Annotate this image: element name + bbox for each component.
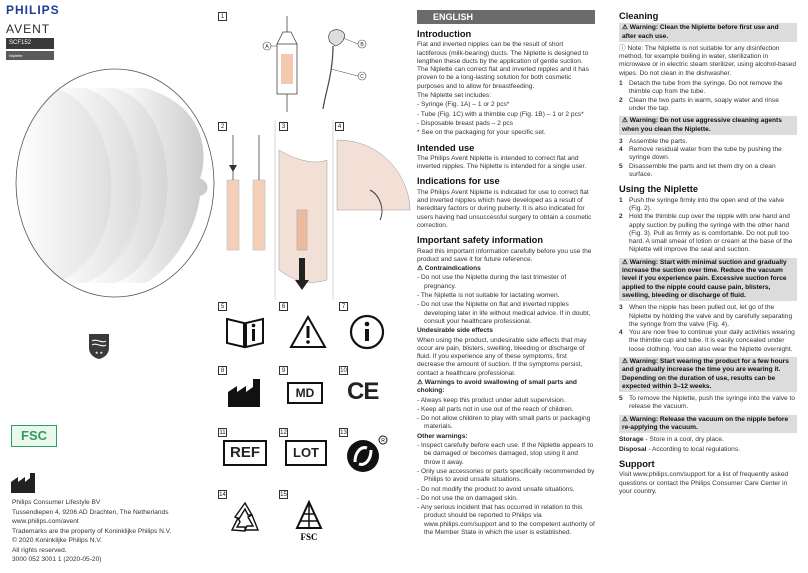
safety-heading: Important safety information (417, 235, 544, 246)
other-warning-item: - Only use accessories or parts specifically recommended by Philips to avoid unsafe situations. (417, 467, 595, 484)
warning-icon: ⚠ (417, 378, 425, 386)
introduction-text: Flat and inverted nipples can be the result of short lactiferous (milk-bearing) ducts. The Niplette is designed to lengthen these ducts by the application of gentle suction. The Niplette can correct flat and inverted nipples and it has proven to be a long-lasting solution for both cosmetic purposes and to allow for breastfeeding. (417, 41, 589, 90)
address-line: Philips Consumer Lifestyle BV (12, 499, 101, 506)
figure-number: 6 (279, 302, 288, 311)
step-text: You are now free to continue your daily activities wearing the thimble cup and tube. It is easily concealed under loose clothing. You can also wear the Niplette overnight. (629, 329, 795, 353)
warning-box (619, 23, 797, 42)
intended-use-heading: Intended use (417, 142, 475, 153)
warning-icon: ⚠ (622, 357, 630, 365)
english-column-1 (417, 10, 595, 538)
fsc-tree-label: FSC (300, 532, 318, 542)
address-line: www.philips.com/avent (12, 518, 79, 525)
warning-icon: ⚠ (622, 415, 630, 423)
address-line: Trademarks are the property of Koninklijke Philips N.V. (12, 527, 172, 535)
support-heading: Support (619, 458, 655, 469)
manufacturer-icon (10, 472, 38, 494)
warning-box (619, 415, 797, 434)
callout-b: B (360, 42, 364, 48)
disposal-text: - According to local regulations. (646, 445, 740, 453)
step-number: 3 (619, 137, 623, 145)
swallowing-item: - Keep all parts not in use out of the reach of children. (417, 405, 574, 413)
usage-step (619, 395, 797, 412)
figure-number: 11 (219, 430, 226, 436)
warning-icon: ⚠ (622, 117, 630, 125)
indications-heading: Indications for use (417, 176, 500, 187)
cleaning-step (619, 97, 797, 114)
warning-text: Warning: Start wearing the product for a few hours and gradually increase the time you are wearing it. Depending on the duration of use, results can be expected within 3–12 weeks. (622, 357, 789, 390)
callout-c: C (360, 74, 364, 80)
figure-2-4-usage-illustration (215, 120, 415, 300)
warning-icon: ⚠ (622, 24, 630, 32)
note-text: Note: The Niplette is not suitable for any disinfection method, for example boiling in water, sterilization in microwave or in electric steam sterilizer, using alcohol-based wipes. Do not clean in the dishwasher. (619, 44, 797, 77)
step-number: 2 (619, 213, 623, 221)
warning-box (619, 258, 797, 301)
figure-number: 7 (339, 302, 348, 311)
step-number: 3 (619, 304, 623, 312)
set-item: - Tube (Fig. 1C) with a thimble cup (Fig. 1B) – 1 or 2 pcs* (417, 110, 584, 118)
contraindications-heading (417, 265, 595, 273)
contraindications-label: Contraindications (424, 265, 481, 273)
step-text: Detach the tube from the syringe. Do not remove the thimble cup from the tube. (629, 80, 783, 96)
step-text: Disassemble the parts and let them dry on a clean surface. (629, 162, 776, 179)
set-item: - Disposable breast pads – 2 pcs (417, 119, 514, 127)
usage-step (619, 197, 797, 214)
contraindication-item: - The Niplette is not suitable for lactating women. (417, 292, 560, 300)
address-line: © 2020 Koninklijke Philips N.V. (12, 537, 103, 544)
catalogue-number-symbol: REF (223, 440, 267, 466)
step-number: 5 (619, 162, 623, 170)
english-column-2 (619, 10, 797, 497)
fsc-label: FSC (11, 425, 57, 447)
step-text: Assemble the parts. (629, 137, 688, 145)
usage-step (619, 213, 797, 254)
disposal-label: Disposal (619, 445, 647, 453)
figure-number: 1 (218, 12, 227, 21)
figure-number: 13 (340, 430, 347, 436)
hero-illustration (15, 68, 215, 298)
step-text: Remove residual water from the tube by pushing the syringe down. (629, 146, 782, 162)
figure-number: 10 (340, 368, 347, 374)
safety-text: Read this important information carefully before you use the product and save it for future reference. (417, 247, 592, 263)
medical-device-symbol: MD (287, 382, 323, 404)
disposal-line (619, 446, 797, 454)
swallowing-item: - Always keep this product under adult supervision. (417, 396, 566, 404)
batch-code-symbol: LOT (285, 440, 327, 466)
figure-number: 14 (219, 492, 226, 498)
swallowing-warning-heading (417, 379, 595, 396)
ce-mark: CE (347, 378, 379, 405)
cleaning-note (619, 45, 797, 78)
step-number: 4 (619, 329, 623, 337)
recycle-icon (225, 500, 265, 536)
address-line: Tussendiepen 4, 9206 AD Drachten, The Netherlands (12, 508, 169, 516)
warning-text: Warning: Do not use aggressive cleaning agents when you clean the Niplette. (622, 117, 782, 133)
avent-logo: AVENT (6, 22, 51, 36)
step-number: 2 (619, 96, 623, 104)
figure-number: 4 (335, 122, 344, 131)
figure-number: 9 (279, 366, 288, 375)
svg-text:★ ★: ★ ★ (94, 350, 104, 355)
set-item: - Syringe (Fig. 1A) – 1 or 2 pcs* (417, 101, 510, 109)
step-text: Push the syringe firmly into the open end of the valve (Fig. 2). (629, 196, 785, 212)
address-line: 3000 052 3001 1 (2020-05-20) (12, 556, 102, 563)
set-note: * See on the packaging for your specific set. (417, 129, 546, 137)
indications-text: The Philips Avent Niplette is indicated for use to correct flat and inverted nipples which have developed as a result of hereditary factors or during puberty. It is also indicated for users having had unsuccessful surgery to obtain a cosmetic correction. (417, 188, 592, 229)
philips-shield-icon (88, 332, 110, 360)
figure-number: 12 (280, 430, 287, 436)
information-icon (349, 314, 385, 350)
usage-step (619, 304, 797, 329)
usage-step (619, 329, 797, 354)
cleaning-step (619, 138, 797, 146)
using-heading: Using the Niplette (619, 184, 699, 195)
contraindication-item: - Do not use the Niplette during the last trimester of pregnancy. (417, 274, 567, 290)
other-warning-item: - Do not modify the product to avoid unsafe situations. (417, 485, 575, 493)
model-badge: SCF152 (6, 38, 54, 49)
figure-number: 15 (280, 492, 287, 498)
step-text: When the nipple has been pulled out, let go of the Niplette by holding the valve and by carefully separating the syringe from the valve (Fig. 4). (629, 304, 793, 328)
figure-number: 5 (218, 302, 227, 311)
fsc-tree-icon (289, 498, 329, 542)
storage-line (619, 436, 797, 444)
figure-1-parts-illustration (255, 14, 405, 114)
address-line: All rights reserved. (12, 546, 67, 554)
step-number: 1 (619, 196, 623, 204)
step-number: 5 (619, 395, 623, 403)
other-warning-item: - Do not use the on damaged skin. (417, 494, 518, 502)
side-effects-heading: Undesirable side effects (417, 327, 493, 335)
svg-text:R: R (381, 438, 385, 444)
warning-icon: ⚠ (417, 265, 425, 273)
cover-panel (0, 0, 205, 573)
language-header: ENGLISH (417, 10, 595, 24)
other-warning-item: - Inspect carefully before each use. If the Niplette appears to be damaged or becomes damaged, stop using it and throw it away. (417, 442, 594, 466)
storage-text: - Store in a cool, dry place. (643, 436, 724, 444)
figure-number: 8 (218, 366, 227, 375)
introduction-heading: Introduction (417, 29, 472, 39)
swallowing-item: - Do not allow children to play with small parts or packaging materials. (417, 415, 591, 431)
warning-icon: ⚠ (622, 258, 630, 266)
manufacturer-address (12, 498, 171, 565)
product-badge: Niplette (6, 51, 54, 60)
manufacturer-factory-icon (227, 378, 263, 408)
cleaning-step (619, 80, 797, 97)
side-effects-text: When using the product, undesirable side effects that may occur are pain, blisters, swelling, bleeding or discharge of fluid. If you experience any of these symptoms, first decrease the amount of suction. If the symptoms persist, contact a healthcare professional. (417, 336, 587, 377)
step-text: To remove the Niplette, push the syringe into the valve to release the vacuum. (629, 395, 796, 411)
cleaning-step (619, 163, 797, 180)
other-warnings-heading: Other warnings: (417, 432, 468, 440)
instructions-book-icon (225, 315, 265, 349)
step-number: 4 (619, 146, 623, 154)
warning-box (619, 116, 797, 135)
cleaning-step (619, 146, 797, 163)
warning-text: Warning: Clean the Niplette before first use and after each use. (622, 24, 779, 40)
figure-number: 2 (218, 122, 227, 131)
callout-a: A (265, 44, 269, 50)
note-icon: ⓘ (619, 44, 628, 52)
warning-box (619, 357, 797, 392)
cleaning-heading: Cleaning (619, 11, 659, 21)
step-text: Clean the two parts in warm, soapy water and rinse under the tap. (629, 96, 779, 112)
warning-text: Warning: Start with minimal suction and gradually increase the suction over time. Reduce the vacuum level if you experience pain. Excessive suction force applied to the nipple could cause pain, blisters, swelling, bleeding or discharge of fluid. (622, 258, 787, 299)
support-text: Visit www.philips.com/support for a list of frequently asked questions or contact the Philips Consumer Care Center in your country. (619, 471, 789, 495)
step-number: 1 (619, 80, 623, 88)
intended-use-text: The Philips Avent Niplette is intended to correct flat and inverted nipples. The Niplette is intended for a single user. (417, 154, 587, 171)
set-includes-label: The Niplette set includes: (417, 92, 492, 100)
step-text: Hold the thimble cup over the nipple with one hand and apply suction by pulling the syringe with the other hand (Fig. 3). Pull as firmly as is comfortable. Do not pull too hard. A small smear of lotion or cream at the base of the Niplette will improve the seal and suction. (629, 213, 793, 254)
warning-text: Warning: Release the vacuum on the nipple before re-applying the vacuum. (622, 415, 789, 432)
storage-label: Storage (619, 436, 644, 444)
other-warning-item: - Any serious incident that has occurred in relation to this product should be reported to Philips via www.philips.com/support and to the competent authority of the Member State in which the user is established. (417, 504, 595, 537)
green-dot-icon (345, 434, 389, 474)
contraindication-item: - Do not use the Niplette on flat and inverted nipples developing later in life without medical advice. If in doubt, consult your healthcare professional. (417, 301, 591, 325)
figure-grid (215, 10, 415, 570)
philips-logo: PHILIPS (6, 3, 60, 17)
figure-number: 3 (279, 122, 288, 131)
caution-triangle-icon (289, 315, 327, 349)
swallowing-warning-label: Warnings to avoid swallowing of small parts and choking: (417, 378, 577, 395)
